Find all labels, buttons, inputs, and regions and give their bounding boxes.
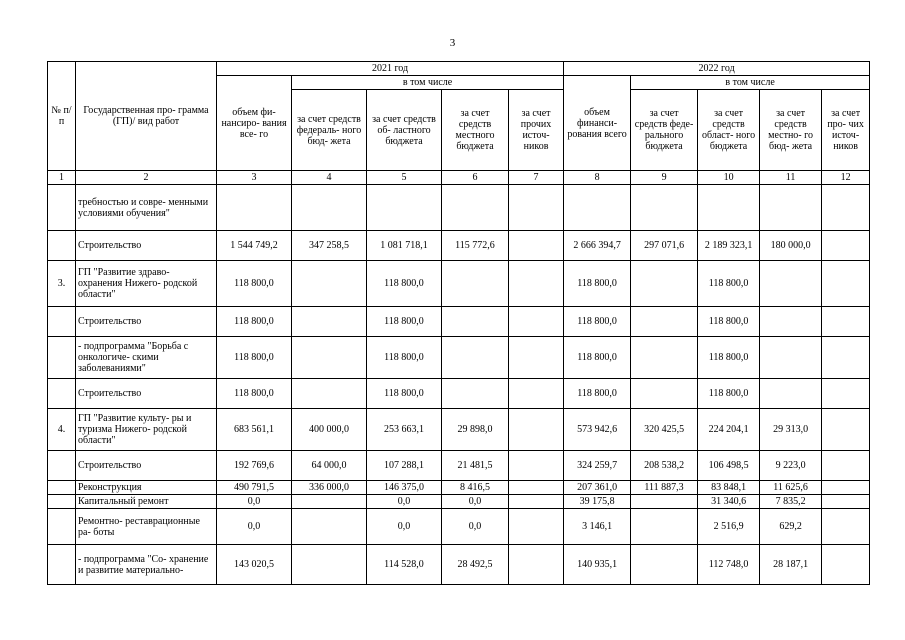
value-cell [822, 379, 870, 409]
value-cell [442, 185, 509, 231]
value-cell [698, 185, 760, 231]
row-number-cell [48, 481, 76, 495]
row-number-cell [48, 379, 76, 409]
value-cell: 2 516,9 [698, 509, 760, 545]
value-cell: 115 772,6 [442, 231, 509, 261]
value-cell: 118 800,0 [698, 261, 760, 307]
financing-table [47, 61, 870, 585]
value-cell: 192 769,6 [217, 451, 292, 481]
value-cell: 31 340,6 [698, 495, 760, 509]
value-cell: 64 000,0 [292, 451, 367, 481]
table-row [48, 307, 870, 337]
table-row [48, 509, 870, 545]
value-cell: 29 313,0 [760, 409, 822, 451]
value-cell: 224 204,1 [698, 409, 760, 451]
row-number-cell [48, 545, 76, 585]
header-regional-2022: за счет средств област- ного бюджета [698, 90, 760, 171]
value-cell [822, 481, 870, 495]
value-cell [292, 307, 367, 337]
value-cell: 118 800,0 [367, 261, 442, 307]
value-cell [822, 185, 870, 231]
value-cell: 118 800,0 [698, 337, 760, 379]
value-cell: 140 935,1 [564, 545, 631, 585]
header-program: Государственная про- грамма (ГП)/ вид работ [76, 62, 217, 171]
value-cell: 253 663,1 [367, 409, 442, 451]
value-cell [760, 261, 822, 307]
program-name-cell: Ремонтно- реставрационные ра- боты [76, 509, 217, 545]
program-name-cell: - подпрограмма "Со- хранение и развитие материально- [76, 545, 217, 585]
value-cell [631, 509, 698, 545]
value-cell: 39 175,8 [564, 495, 631, 509]
value-cell: 1 544 749,2 [217, 231, 292, 261]
value-cell [822, 495, 870, 509]
value-cell: 114 528,0 [367, 545, 442, 585]
header-other-2022: за счет про- чих источ- ников [822, 90, 870, 171]
value-cell: 7 835,2 [760, 495, 822, 509]
program-name-cell: Строительство [76, 231, 217, 261]
value-cell [760, 307, 822, 337]
value-cell: 106 498,5 [698, 451, 760, 481]
value-cell: 118 800,0 [564, 379, 631, 409]
header-year-2021: 2021 год [217, 62, 564, 76]
value-cell: 118 800,0 [698, 307, 760, 337]
header-total-2022: объем финанси- рования всего [564, 76, 631, 171]
program-name-cell: Строительство [76, 451, 217, 481]
header-federal-2021: за счет средств федераль- ного бюд- жета [292, 90, 367, 171]
value-cell: 28 187,1 [760, 545, 822, 585]
value-cell [822, 261, 870, 307]
table-row [48, 545, 870, 585]
value-cell [442, 337, 509, 379]
header-year-2022: 2022 год [564, 62, 870, 76]
value-cell: 118 800,0 [367, 337, 442, 379]
value-cell [822, 337, 870, 379]
value-cell [822, 231, 870, 261]
value-cell [631, 307, 698, 337]
program-name-cell: Строительство [76, 307, 217, 337]
table-row [48, 261, 870, 307]
table-row [48, 409, 870, 451]
value-cell [822, 509, 870, 545]
value-cell [631, 495, 698, 509]
table-row [48, 337, 870, 379]
table-row [48, 379, 870, 409]
value-cell: 118 800,0 [564, 307, 631, 337]
program-name-cell: требностью и совре- менными условиями обучения" [76, 185, 217, 231]
value-cell: 118 800,0 [217, 379, 292, 409]
table-row [48, 231, 870, 261]
value-cell [509, 185, 564, 231]
value-cell: 118 800,0 [367, 379, 442, 409]
value-cell [509, 231, 564, 261]
value-cell: 573 942,6 [564, 409, 631, 451]
row-number-cell [48, 509, 76, 545]
value-cell [631, 261, 698, 307]
value-cell: 683 561,1 [217, 409, 292, 451]
value-cell [760, 337, 822, 379]
value-cell [442, 379, 509, 409]
header-no: № п/п [48, 62, 76, 171]
value-cell [822, 307, 870, 337]
value-cell [509, 379, 564, 409]
column-number: 11 [760, 171, 822, 185]
value-cell: 118 800,0 [367, 307, 442, 337]
header-local-2021: за счет средств местного бюджета [442, 90, 509, 171]
value-cell [564, 185, 631, 231]
value-cell: 0,0 [217, 509, 292, 545]
header-other-2021: за счет прочих источ- ников [509, 90, 564, 171]
value-cell [292, 379, 367, 409]
value-cell [631, 337, 698, 379]
value-cell [822, 409, 870, 451]
value-cell: 0,0 [217, 495, 292, 509]
header-including-2022: в том числе [631, 76, 870, 90]
value-cell: 11 625,6 [760, 481, 822, 495]
row-number-cell: 3. [48, 261, 76, 307]
value-cell [367, 185, 442, 231]
value-cell: 208 538,2 [631, 451, 698, 481]
value-cell [509, 337, 564, 379]
table-body [48, 185, 870, 585]
value-cell: 320 425,5 [631, 409, 698, 451]
page-number: 3 [449, 37, 456, 49]
value-cell: 118 800,0 [698, 379, 760, 409]
value-cell: 2 189 323,1 [698, 231, 760, 261]
value-cell: 0,0 [442, 495, 509, 509]
row-number-cell [48, 231, 76, 261]
row-number-cell: 4. [48, 409, 76, 451]
value-cell: 118 800,0 [217, 261, 292, 307]
value-cell: 297 071,6 [631, 231, 698, 261]
row-number-cell [48, 451, 76, 481]
value-cell [509, 495, 564, 509]
program-name-cell: Реконструкция [76, 481, 217, 495]
column-number: 1 [48, 171, 76, 185]
value-cell: 143 020,5 [217, 545, 292, 585]
value-cell [292, 545, 367, 585]
column-number: 8 [564, 171, 631, 185]
table-row [48, 481, 870, 495]
row-number-cell [48, 495, 76, 509]
column-number: 12 [822, 171, 870, 185]
value-cell: 2 666 394,7 [564, 231, 631, 261]
header-federal-2022: за счет средств феде- рального бюджета [631, 90, 698, 171]
value-cell [509, 451, 564, 481]
value-cell [509, 545, 564, 585]
value-cell: 1 081 718,1 [367, 231, 442, 261]
value-cell: 8 416,5 [442, 481, 509, 495]
column-number: 7 [509, 171, 564, 185]
value-cell [292, 261, 367, 307]
value-cell: 9 223,0 [760, 451, 822, 481]
value-cell: 180 000,0 [760, 231, 822, 261]
value-cell: 29 898,0 [442, 409, 509, 451]
value-cell [292, 495, 367, 509]
value-cell [509, 509, 564, 545]
program-name-cell: Строительство [76, 379, 217, 409]
value-cell: 107 288,1 [367, 451, 442, 481]
value-cell: 83 848,1 [698, 481, 760, 495]
header-regional-2021: за счет средств об- ластного бюджета [367, 90, 442, 171]
column-number: 9 [631, 171, 698, 185]
value-cell: 400 000,0 [292, 409, 367, 451]
header-local-2022: за счет средств местно- го бюд- жета [760, 90, 822, 171]
column-number: 4 [292, 171, 367, 185]
table-row [48, 185, 870, 231]
column-number: 2 [76, 171, 217, 185]
program-name-cell: ГП "Развитие здраво- охранения Нижего- родской области" [76, 261, 217, 307]
column-number: 10 [698, 171, 760, 185]
value-cell: 118 800,0 [564, 337, 631, 379]
value-cell [292, 185, 367, 231]
program-name-cell: - подпрограмма "Борьба с онкологиче- скими заболеваниями" [76, 337, 217, 379]
value-cell [292, 509, 367, 545]
value-cell: 324 259,7 [564, 451, 631, 481]
column-number: 6 [442, 171, 509, 185]
program-name-cell: Капитальный ремонт [76, 495, 217, 509]
value-cell: 118 800,0 [217, 307, 292, 337]
value-cell [631, 545, 698, 585]
value-cell: 629,2 [760, 509, 822, 545]
value-cell: 0,0 [367, 509, 442, 545]
program-name-cell: ГП "Развитие культу- ры и туризма Нижего- родской области" [76, 409, 217, 451]
value-cell [509, 481, 564, 495]
value-cell: 336 000,0 [292, 481, 367, 495]
column-number: 5 [367, 171, 442, 185]
value-cell: 21 481,5 [442, 451, 509, 481]
value-cell [292, 337, 367, 379]
value-cell: 207 361,0 [564, 481, 631, 495]
column-number-row [48, 171, 870, 185]
value-cell [442, 261, 509, 307]
value-cell [760, 379, 822, 409]
value-cell [822, 545, 870, 585]
value-cell [822, 451, 870, 481]
row-number-cell [48, 307, 76, 337]
value-cell: 3 146,1 [564, 509, 631, 545]
value-cell [760, 185, 822, 231]
value-cell: 28 492,5 [442, 545, 509, 585]
value-cell: 111 887,3 [631, 481, 698, 495]
row-number-cell [48, 337, 76, 379]
value-cell: 118 800,0 [564, 261, 631, 307]
header-row-years [48, 62, 870, 76]
value-cell [631, 185, 698, 231]
row-number-cell [48, 185, 76, 231]
value-cell [509, 307, 564, 337]
column-number: 3 [217, 171, 292, 185]
table-row [48, 495, 870, 509]
value-cell [509, 261, 564, 307]
value-cell [509, 409, 564, 451]
value-cell: 118 800,0 [217, 337, 292, 379]
table-row [48, 451, 870, 481]
value-cell: 490 791,5 [217, 481, 292, 495]
value-cell: 146 375,0 [367, 481, 442, 495]
value-cell [442, 307, 509, 337]
header-total-2021: объем фи- нансиро- вания все- го [217, 76, 292, 171]
header-including-2021: в том числе [292, 76, 564, 90]
value-cell: 112 748,0 [698, 545, 760, 585]
value-cell [631, 379, 698, 409]
value-cell [217, 185, 292, 231]
value-cell: 347 258,5 [292, 231, 367, 261]
value-cell: 0,0 [367, 495, 442, 509]
value-cell: 0,0 [442, 509, 509, 545]
